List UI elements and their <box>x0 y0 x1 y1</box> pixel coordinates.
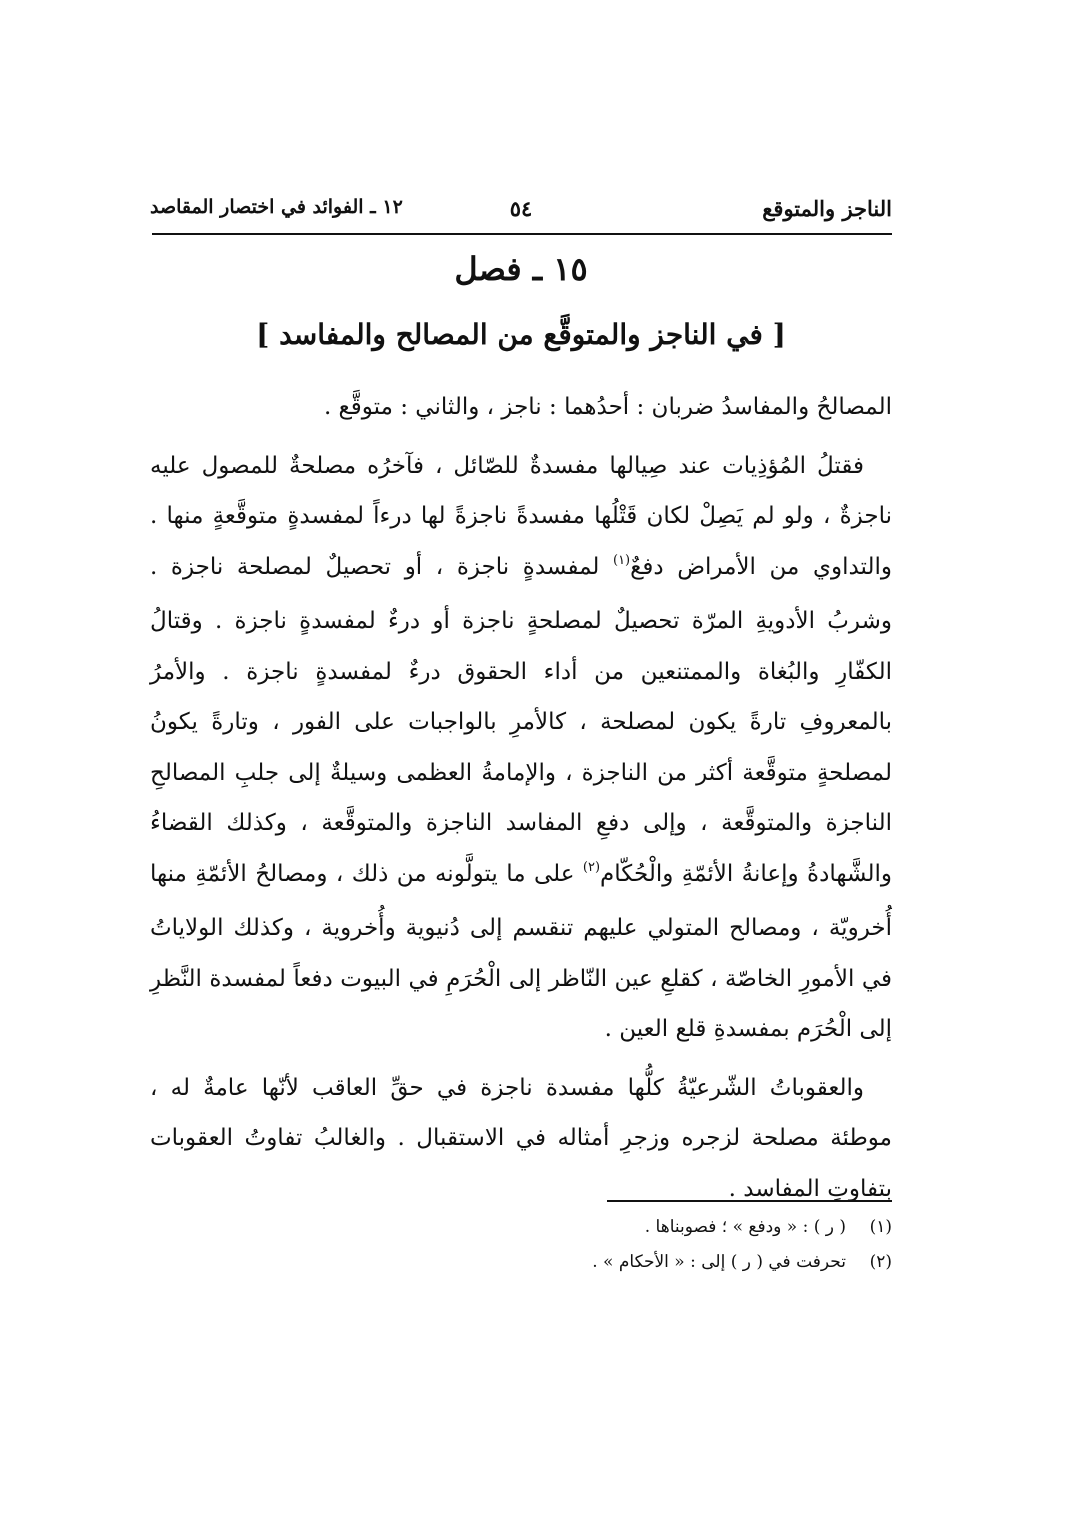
footnote-divider <box>607 1200 892 1202</box>
header-section-title: الناجز والمتوقع <box>762 196 892 221</box>
paragraph-intro: المصالحُ والمفاسدُ ضربان : أحدُهما : ناجز ، والثاني : متوقَّع . <box>323 394 892 420</box>
paragraph-examples-part-1: فقتلُ المُؤذِيات عند صِيالها مفسدةٌ للصّائل ، فآخرُه مصلحةٌ للمصول عليه ناجزةٌ ، ولو لم يَصِلْ لكان قَتْلُها مفسدةً ناجزةً لها درءاً لمفسدةٍ متوقَّعةٍ منها . والتداوي من الأمراض دفعٌ <box>150 452 892 580</box>
footnote-number: (٢) <box>869 1252 892 1272</box>
footnote-item <box>150 1245 892 1280</box>
footnote-ref-2: (٢) <box>582 859 601 875</box>
footnote-item <box>150 1210 892 1245</box>
body-text <box>150 382 892 1214</box>
page-number: ٥٤ <box>509 196 533 221</box>
footnote-text: ( ر ) : « ودفع » ؛ فصوبناها . <box>644 1217 846 1237</box>
chapter-title: ١٥ ـ فصل <box>454 250 588 288</box>
footnote-number: (١) <box>869 1217 892 1237</box>
header-divider <box>152 233 892 235</box>
chapter-subtitle: [ في الناجز والمتوقَّع من المصالح والمفاسد ] <box>256 318 786 351</box>
footnote-ref-1: (١) <box>612 552 631 568</box>
header-book-title: ١٢ ـ الفوائد في اختصار المقاصد <box>150 196 403 218</box>
paragraph-examples-part-3: على ما يتولَّونه من ذلك ، ومصالحُ الأئمّةِ منها أُخرويّة ، ومصالح المتولي عليهم تنقسم إلى دُنيوية وأُخروية ، وكذلك الولاياتُ في الأمورِ الخاصّة ، كقلعِ عين النّاظر إلى الْحُرَمِ في البيوت دفعاً لمفسدة النَّظرِ إلى الْحُرَم بمفسدةِ قلع العين . <box>150 860 892 1042</box>
paragraph-examples <box>150 441 892 1055</box>
footnote-text: تحرفت في ( ر ) إلى : « الأحكام » . <box>592 1252 846 1272</box>
running-header <box>150 196 892 232</box>
paragraph-punishments: والعقوباتُ الشّرعيّةُ كلُّها مفسدة ناجزة في حقِّ العاقب لأنّها عامةٌ له ، موطئة مصلحة لزجره وزجرِ أمثاله في الاستقبال . والغالبُ تفاوتُ العقوبات بتفاوتِ المفاسد . <box>150 1074 892 1202</box>
footnotes <box>150 1210 892 1280</box>
paragraph-examples-part-2: لمفسدةٍ ناجزة ، أو تحصيلٌ لمصلحة ناجزة . وشربُ الأدويةِ المرّة تحصيلٌ لمصلحةٍ ناجزة أو درءٌ لمفسدةٍ ناجزة . وقتالُ الكفّارِ والبُغاة والممتنعين من أداء الحقوق درءٌ لمفسدةٍ ناجزة . والأمرُ بالمعروفِ تارةً يكون لمصلحة ، كالأمرِ بالواجبات على الفور ، وتارةً يكونُ لمصلحةٍ متوقَّعة أكثر من الناجزة ، والإمامةُ العظمى وسيلةٌ إلى جلبِ المصالحِ الناجزة والمتوقَّعة ، وإلى دفعِ المفاسد الناجزة والمتوقَّعة ، وكذلك القضاءُ والشَّهادةُ وإعانةُ الأئمّةِ والْحُكّام <box>150 553 892 887</box>
